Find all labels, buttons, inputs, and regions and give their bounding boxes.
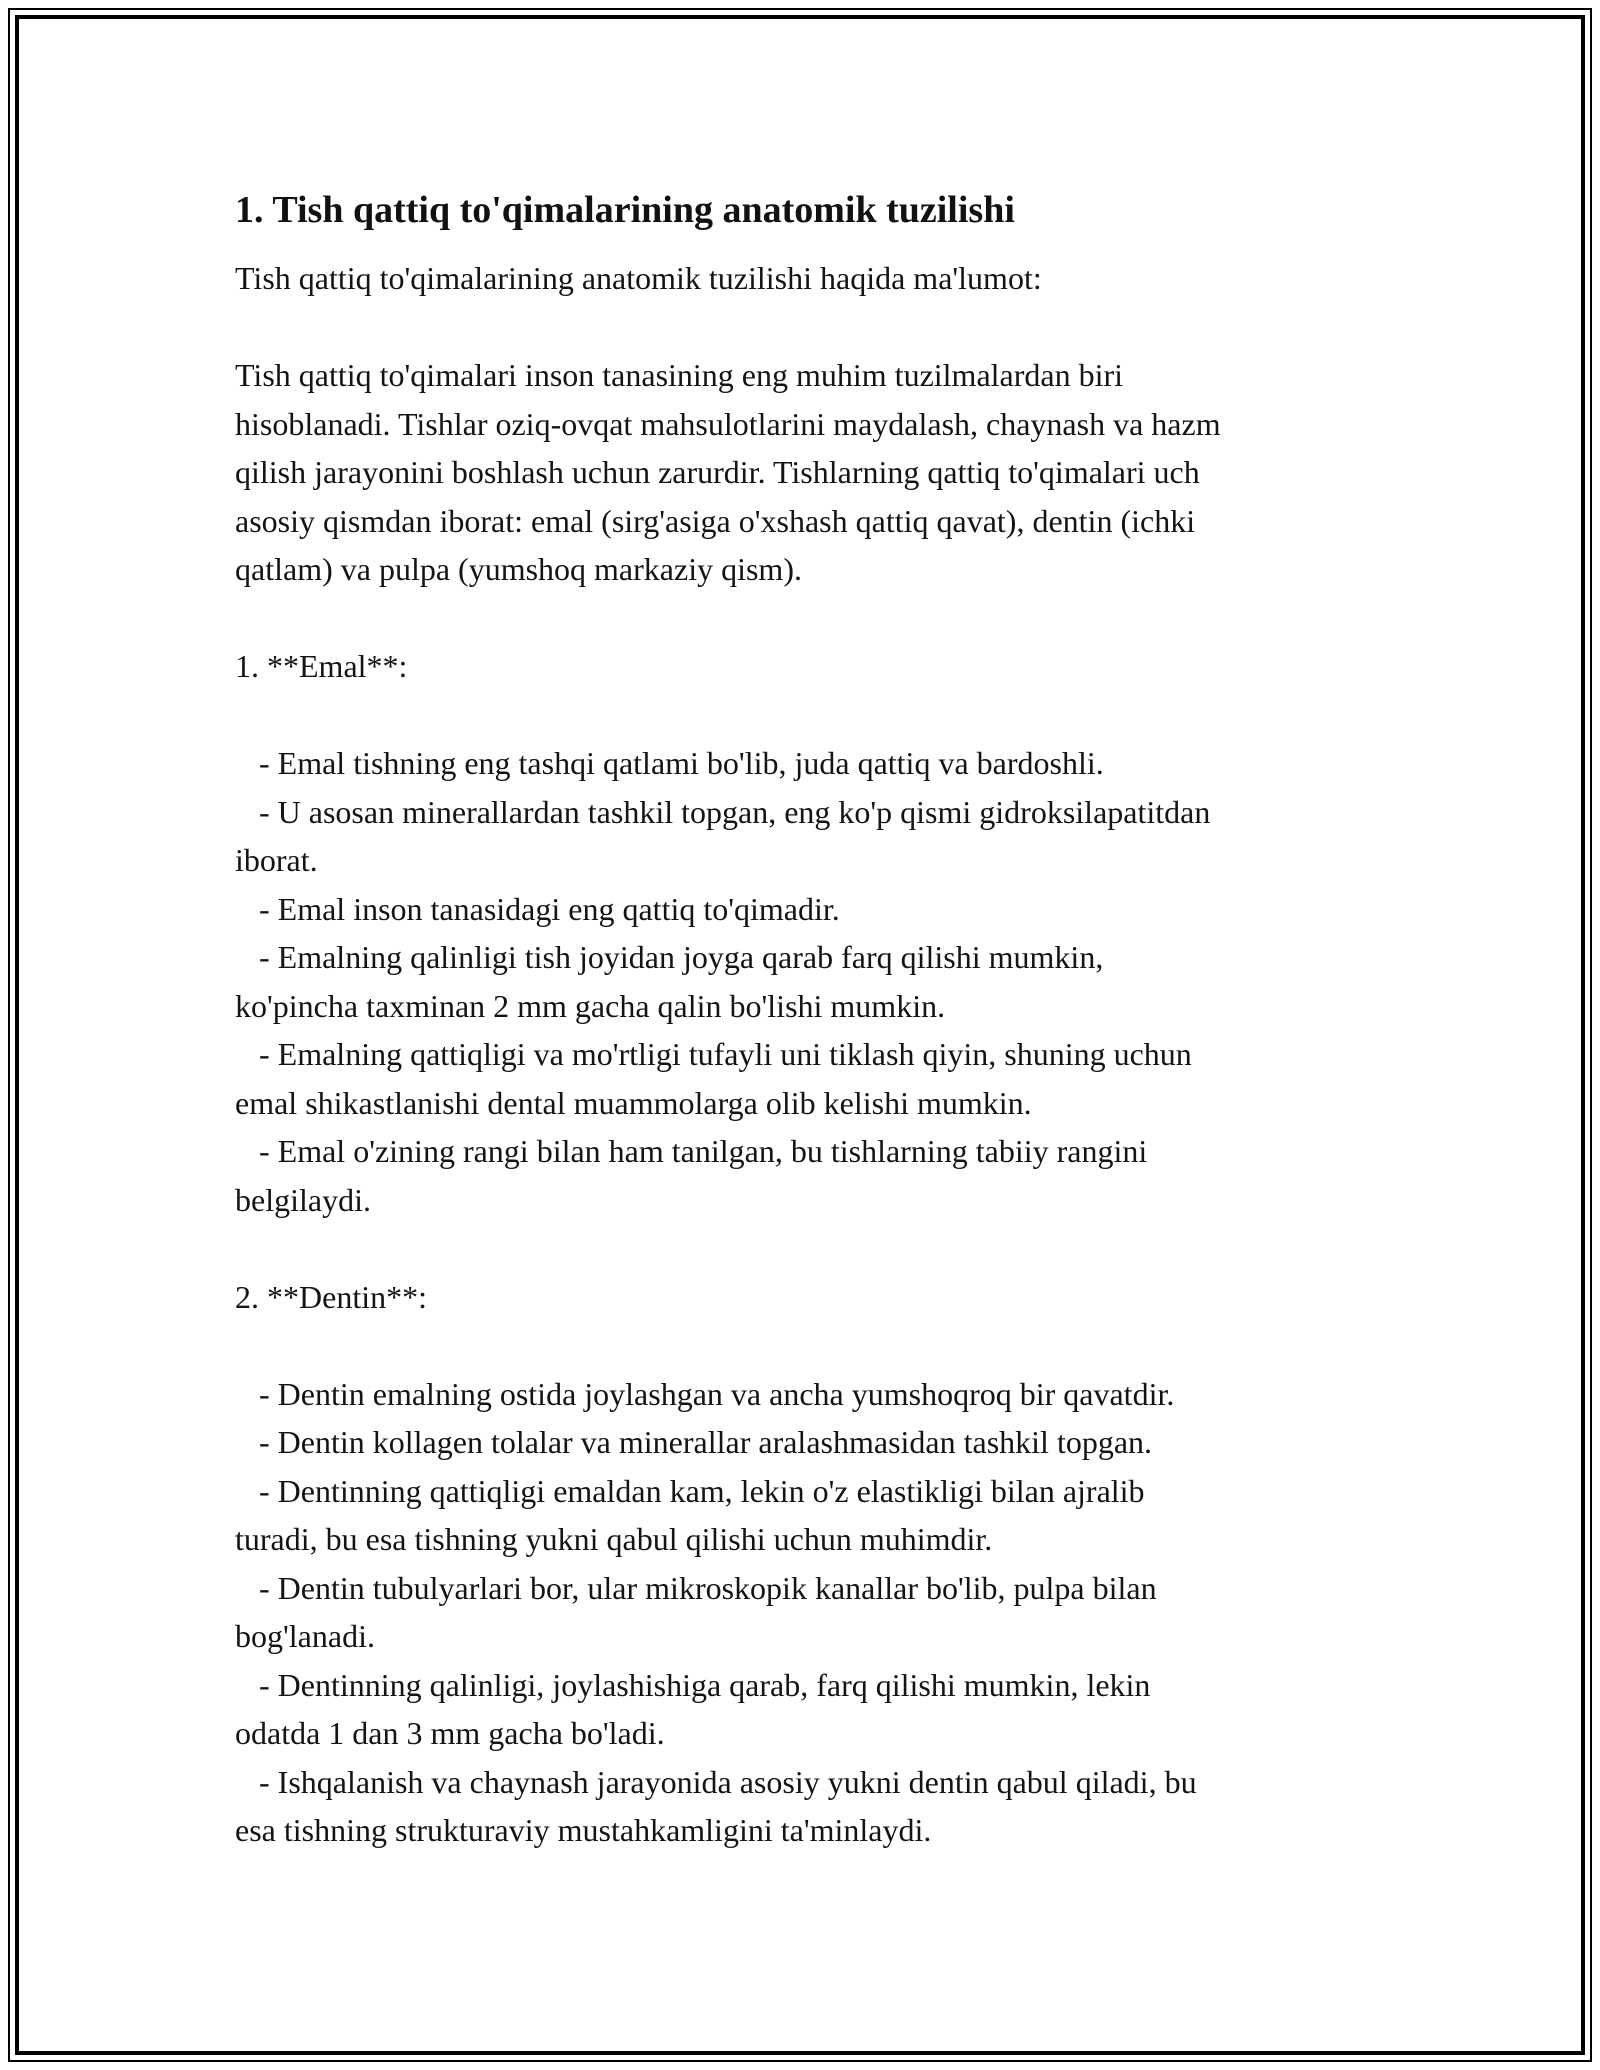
text-line xyxy=(235,594,1375,643)
list-item-continuation: iborat. xyxy=(235,842,318,878)
list-item: - Emal o'zining rangi bilan ham tanilgan, bu tishlarning tabiiy rangini xyxy=(235,1133,1148,1169)
section-heading: 1. Tish qattiq to'qimalarining anatomik tuzilishi xyxy=(235,189,1015,231)
list-item: - U asosan minerallardan tashkil topgan, eng ko'p qismi gidroksilapatitdan xyxy=(235,793,1211,830)
list-item: - Emalning qalinligi tish joyidan joyga qarab farq qilishi mumkin, xyxy=(235,939,1104,975)
text-line: Tish qattiq to'qimalarining anatomik tuzilishi haqida ma'lumot: xyxy=(235,260,1042,296)
list-item-continuation: bog'lanadi. xyxy=(235,1618,375,1654)
list-item: - Dentin emalning ostida joylashgan va ancha yumshoqroq bir qavatdir. xyxy=(235,1375,1175,1412)
list-item-continuation: ko'pincha taxminan 2 mm gacha qalin bo'lishi mumkin. xyxy=(235,987,946,1024)
list-item-continuation: emal shikastlanishi dental muammolarga olib kelishi mumkin. xyxy=(235,1084,1032,1121)
text-line xyxy=(235,303,1375,352)
text-line: asosiy qismdan iborat: emal (sirg'asiga o'xshash qattiq qavat), dentin (ichki xyxy=(235,502,1196,539)
text-line: Tish qattiq to'qimalari inson tanasining eng muhim tuzilmalardan biri xyxy=(235,357,1124,393)
text-line: hisoblanadi. Tishlar oziq-ovqat mahsulotlarini maydalash, chaynash va hazm xyxy=(235,405,1221,442)
list-item: - Emal tishning eng tashqi qatlami bo'lib, juda qattiq va bardoshli. xyxy=(235,745,1104,781)
list-item: - Dentin tubulyarlari bor, ular mikroskopik kanallar bo'lib, pulpa bilan xyxy=(235,1569,1157,1606)
list-item-continuation: esa tishning strukturaviy mustahkamligini ta'minlaydi. xyxy=(235,1812,932,1848)
list-item: - Dentinning qalinligi, joylashishiga qarab, farq qilishi mumkin, lekin xyxy=(235,1666,1151,1703)
list-item-continuation: odatda 1 dan 3 mm gacha bo'ladi. xyxy=(235,1715,665,1751)
list-item: - Dentinning qattiqligi emaldan kam, lekin o'z elastikligi bilan ajralib xyxy=(235,1472,1145,1509)
list-item: - Dentin kollagen tolalar va minerallar aralashmasidan tashkil topgan. xyxy=(235,1424,1153,1460)
list-item-continuation: turadi, bu esa tishning yukni qabul qilishi uchun muhimdir. xyxy=(235,1521,993,1557)
text-line: qilish jarayonini boshlash uchun zarurdir. Tishlarning qattiq to'qimalari uch xyxy=(235,454,1200,490)
list-item: - Emalning qattiqligi va mo'rtligi tufayli uni tiklash qiyin, shuning uchun xyxy=(235,1036,1192,1072)
text-line xyxy=(235,691,1375,740)
list-item: - Emal inson tanasidagi eng qattiq to'qimadir. xyxy=(235,890,840,927)
text-line xyxy=(235,1224,1375,1273)
list-item: - Ishqalanish va chaynash jarayonida asosiy yukni dentin qabul qiladi, bu xyxy=(235,1763,1197,1800)
list-heading-dentin: 2. **Dentin**: xyxy=(235,1278,427,1315)
list-heading-emal: 1. **Emal**: xyxy=(235,648,408,684)
text-line: qatlam) va pulpa (yumshoq markaziy qism). xyxy=(235,551,802,587)
document-body xyxy=(235,186,1375,1855)
list-item-continuation: belgilaydi. xyxy=(235,1181,371,1218)
text-lines xyxy=(235,254,1375,1855)
text-line xyxy=(235,1321,1375,1370)
